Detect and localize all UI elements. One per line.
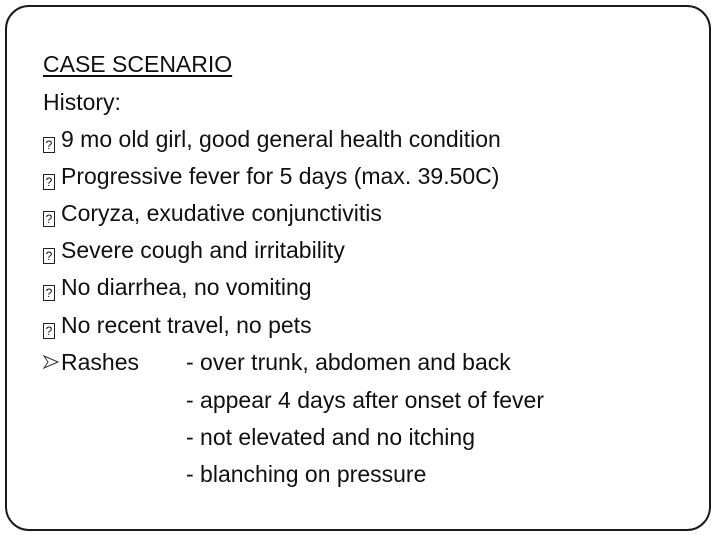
history-item — [43, 199, 382, 227]
missing-glyph-bullet-icon: ? — [43, 174, 55, 190]
history-item — [43, 236, 345, 264]
missing-glyph-bullet-icon: ? — [43, 323, 55, 339]
history-item — [43, 162, 499, 190]
missing-glyph-bullet-icon: ? — [43, 137, 55, 153]
history-label: History: — [43, 89, 121, 115]
rash-detail: - over trunk, abdomen and back — [186, 349, 511, 375]
history-item-text: 9 mo old girl, good general health condition — [61, 126, 501, 152]
history-item-text: Severe cough and irritability — [61, 237, 345, 263]
slide-frame — [5, 5, 711, 531]
rash-detail: - appear 4 days after onset of fever — [186, 387, 544, 413]
rash-label: Rashes — [61, 349, 139, 375]
slide-title: CASE SCENARIO — [43, 51, 233, 77]
history-item-text: No recent travel, no pets — [61, 312, 312, 338]
rash-detail: - blanching on pressure — [186, 461, 427, 487]
missing-glyph-bullet-icon: ? — [43, 285, 55, 301]
history-item — [43, 125, 501, 153]
rash-detail: - not elevated and no itching — [186, 424, 475, 450]
history-item-text: No diarrhea, no vomiting — [61, 274, 312, 300]
arrow-bullet-icon — [43, 347, 61, 375]
missing-glyph-bullet-icon: ? — [43, 248, 55, 264]
history-item — [43, 311, 312, 339]
missing-glyph-bullet-icon: ? — [43, 211, 55, 227]
history-item — [43, 273, 312, 301]
history-item-text: Progressive fever for 5 days (max. 39.50C) — [61, 163, 500, 189]
history-item-text: Coryza, exudative conjunctivitis — [61, 200, 382, 226]
